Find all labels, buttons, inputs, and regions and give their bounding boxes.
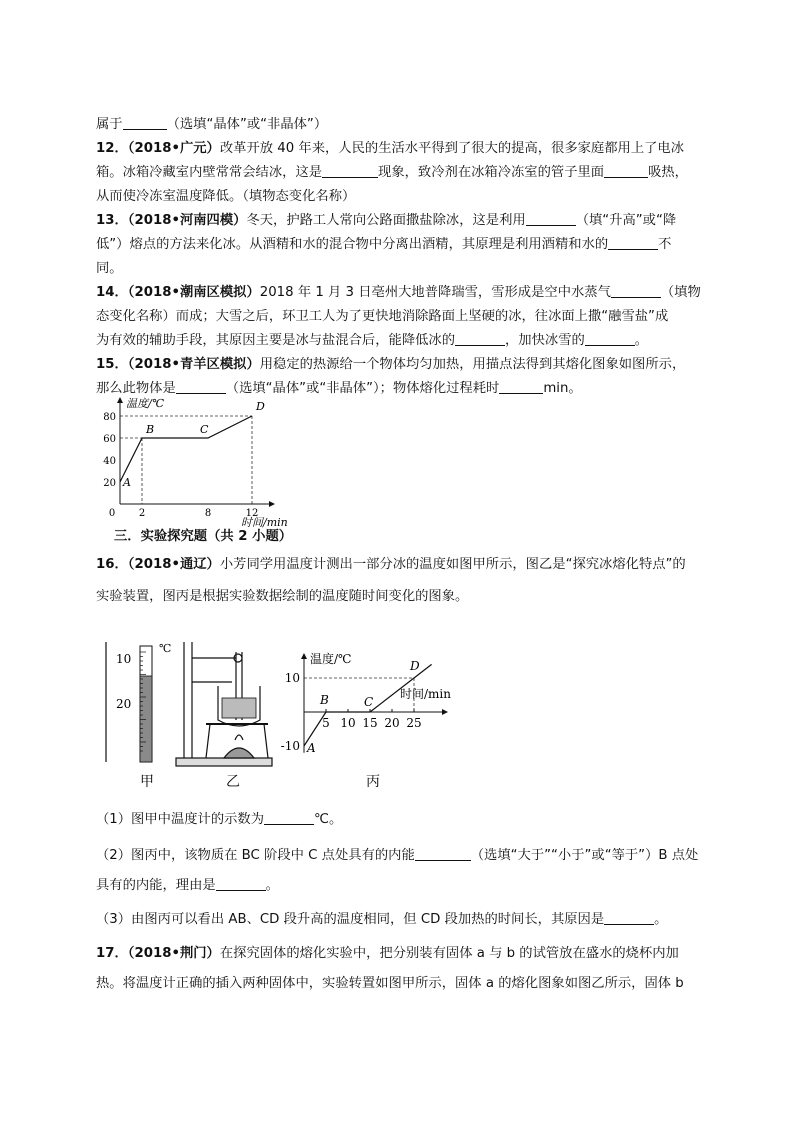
- text: 在探究固体的熔化实验中，把分别装有固体 a 与 b 的试管放在盛水的烧杯内加: [219, 946, 679, 961]
- text: 现象，致冷剂在冰箱冷冻室的管子里面: [378, 165, 605, 180]
- thermo-tick-20: 20: [116, 697, 132, 711]
- text: （选填“晶体”或“非晶体”）；物体熔化过程耗时: [225, 381, 500, 396]
- text: 具有的内能，理由是: [96, 878, 216, 893]
- point-label-A: A: [307, 741, 316, 755]
- question-source: （2018•河南四模）: [127, 213, 247, 228]
- melting-chart-q15: [96, 397, 288, 529]
- text: 用稳定的热源给一个物体均匀加热，用描点法得到其熔化图象如图所示，: [259, 357, 686, 372]
- x-tick-label: 10: [340, 716, 356, 730]
- text-line: [96, 185, 702, 209]
- label-yi: 乙: [226, 774, 240, 790]
- text: 小芳同学用温度计测出一部分冰的温度如图甲所示，图乙是“探究冰熔化特点”的: [219, 557, 686, 572]
- text: 箱。冰箱冷藏室内壁常常会结冰，这是: [96, 165, 323, 180]
- text: 。: [654, 912, 668, 927]
- section-heading: [114, 525, 720, 549]
- y-tick-label: 10: [284, 671, 300, 685]
- text: 为有效的辅助手段，其原因主要是冰与盐混合后，能降低冰的: [96, 333, 456, 348]
- text: 热。将温度计正确的插入两种固体中，实验转置如图甲所示，固体 a 的熔化图象如图乙所示，固体 b: [96, 976, 684, 991]
- answer-blank[interactable]: [585, 331, 635, 346]
- y-tick-label: -10: [280, 739, 300, 753]
- answer-blank[interactable]: [123, 115, 167, 130]
- answer-blank[interactable]: [611, 283, 661, 298]
- text: 态变化名称）而成；大雪之后，环卫工人为了更快地消除路面上坚硬的冰，往冰面上撒“融雪盐”成: [96, 309, 669, 324]
- text: （3）由图丙可以看出 AB、CD 段升高的温度相同，但 CD 段加热的时间长，其原因是: [96, 912, 605, 927]
- text: （选填“晶体”或“非晶体”）: [166, 117, 328, 132]
- text: 改革开放 40 年来，人民的生活水平得到了很大的提高，很多家庭都用上了电冰: [219, 141, 685, 156]
- question-15: [96, 353, 702, 377]
- question-number: 16．: [96, 557, 128, 572]
- x-tick-label: 15: [362, 716, 378, 730]
- point-label-A: A: [123, 476, 131, 489]
- x-axis-label: 时间/min: [400, 687, 451, 701]
- x-tick-label: 2: [138, 508, 146, 519]
- text: （2）图丙中，该物质在 BC 阶段中 C 点处具有的内能: [96, 848, 415, 863]
- question-source: （2018•广元）: [127, 141, 220, 156]
- question-number: 12．: [96, 141, 128, 156]
- y-tick-label: 80: [103, 412, 116, 423]
- question-source: （2018•通辽）: [127, 557, 220, 572]
- series-line: [120, 416, 252, 482]
- q16-part1: [96, 808, 702, 832]
- text-line: [96, 972, 702, 996]
- point-label-D: D: [256, 400, 265, 413]
- text: 属于: [96, 117, 123, 132]
- answer-blank[interactable]: [526, 211, 576, 226]
- x-tick-label: 12: [245, 508, 259, 519]
- question-14: [96, 281, 702, 305]
- text: 。: [265, 878, 279, 893]
- point-label-C: C: [364, 695, 374, 709]
- x-axis-arrow: [269, 501, 275, 507]
- text: （填“升高”或“降: [575, 213, 677, 228]
- question-source: （2018•荆门）: [127, 946, 220, 961]
- text: （选填“大于”“小于”或“等于”）B 点处: [470, 848, 699, 863]
- answer-blank[interactable]: [322, 163, 378, 178]
- text-line: [96, 161, 702, 185]
- text: 三．实验探究题（共 2 小题）: [114, 529, 293, 544]
- text: 2018 年 1 月 3 日亳州大地普降瑞雪，雪形成是空中水蒸气: [259, 285, 611, 300]
- figure-group-q16: [96, 612, 476, 794]
- y-axis-arrow: [301, 653, 307, 659]
- text-line: [96, 874, 702, 898]
- text-line: [96, 305, 702, 329]
- text-line: [96, 113, 702, 137]
- text-line: [96, 377, 702, 401]
- text: 从而使冷冻室温度降低。（填物态变化名称）: [96, 189, 356, 204]
- question-number: 13．: [96, 213, 128, 228]
- question-source: （2018•青羊区模拟）: [127, 357, 260, 372]
- text: ，加快冰雪的: [505, 333, 585, 348]
- question-number: 15．: [96, 357, 128, 372]
- text: 不: [658, 237, 672, 252]
- text: 实验装置，图丙是根据实验数据绘制的温度随时间变化的图象。: [96, 589, 469, 604]
- question-13: [96, 209, 702, 233]
- answer-blank[interactable]: [604, 910, 654, 925]
- point-label-B: B: [146, 423, 155, 436]
- x-tick-label: 25: [406, 716, 422, 730]
- text: （填物: [660, 285, 701, 300]
- text: min。: [543, 381, 582, 396]
- y-axis-label: 温度/℃: [126, 397, 165, 410]
- y-axis-label: 温度/℃: [310, 652, 352, 666]
- x-axis-label: 时间/min: [241, 516, 288, 529]
- text-line: [96, 585, 702, 609]
- text-line: [96, 257, 702, 281]
- text: 。: [634, 333, 649, 348]
- text-line: [96, 329, 702, 353]
- point-label-C: C: [200, 423, 209, 436]
- text-line: [96, 233, 702, 257]
- x-tick-label: 5: [322, 716, 330, 730]
- x-tick-label: 0: [108, 508, 116, 519]
- text: ℃。: [314, 812, 343, 827]
- x-tick-label: 8: [204, 508, 212, 519]
- thermo-unit: ℃: [159, 642, 172, 655]
- x-tick-label: 20: [384, 716, 400, 730]
- question-12: [96, 137, 702, 161]
- answer-blank[interactable]: [264, 810, 314, 825]
- y-tick-label: 60: [103, 434, 116, 445]
- text: （1）图甲中温度计的示数为: [96, 812, 265, 827]
- q16-part2: [96, 844, 702, 868]
- text: 冬天，护路工人常向公路面撒盐除冰，这是利用: [246, 213, 526, 228]
- point-label-D: D: [410, 659, 420, 673]
- answer-blank[interactable]: [499, 379, 543, 394]
- y-tick-label: 40: [103, 456, 116, 467]
- x-axis-arrow: [442, 709, 448, 715]
- point-label-B: B: [320, 693, 329, 707]
- melting-chart-bing: [281, 651, 452, 755]
- question-number: 14．: [96, 285, 128, 300]
- answer-blank[interactable]: [216, 876, 266, 891]
- question-number: 17．: [96, 946, 128, 961]
- text: 吸热，: [648, 165, 688, 180]
- answer-blank[interactable]: [455, 331, 505, 346]
- apparatus-figure: [176, 642, 272, 790]
- answer-blank[interactable]: [415, 846, 471, 861]
- answer-blank[interactable]: [176, 379, 226, 394]
- label-jia: 甲: [140, 774, 154, 790]
- text: 同。: [96, 261, 123, 276]
- q16-part3: [96, 908, 702, 932]
- answer-blank[interactable]: [604, 163, 648, 178]
- answer-blank[interactable]: [608, 235, 658, 250]
- question-source: （2018•潮南区模拟）: [127, 285, 260, 300]
- thermometer-figure: [106, 642, 171, 790]
- question-16: [96, 553, 702, 577]
- question-17: [96, 942, 702, 966]
- text: 那么此物体是: [96, 381, 176, 396]
- thermo-tick-10: 10: [116, 652, 132, 666]
- y-tick-label: 20: [103, 478, 116, 489]
- text: 低”）熔点的方法来化冰。从酒精和水的混合物中分离出酒精，其原理是利用酒精和水的: [96, 237, 609, 252]
- label-bing: 丙: [366, 774, 380, 790]
